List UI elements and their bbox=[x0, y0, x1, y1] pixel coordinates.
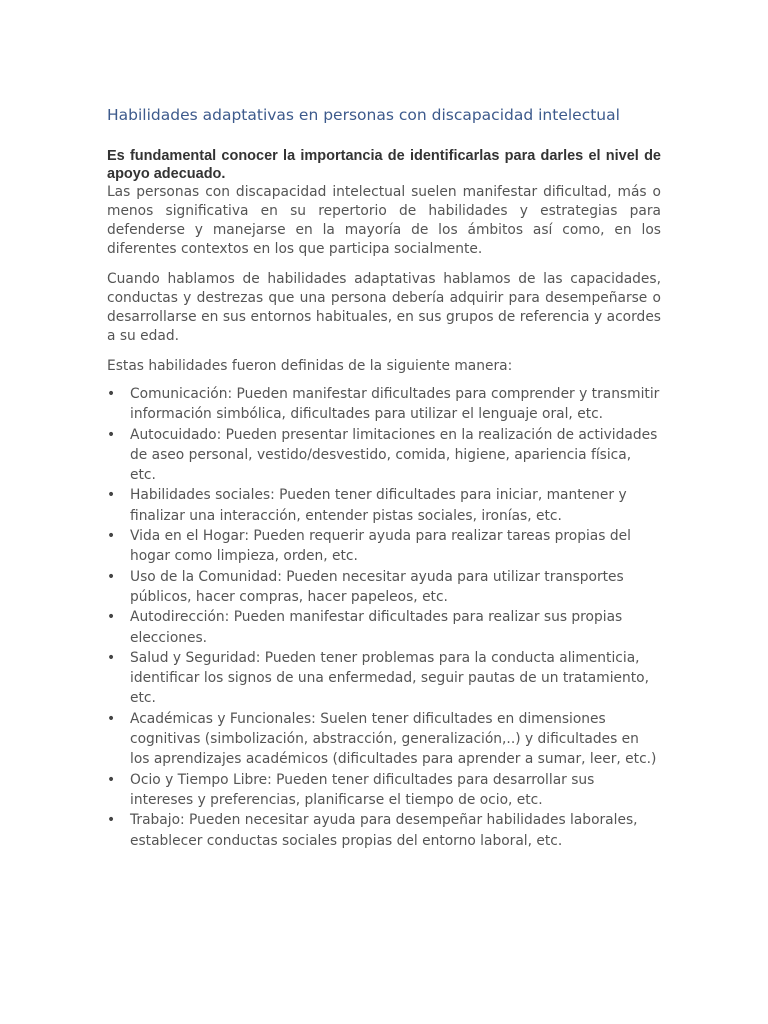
bullet-icon: • bbox=[107, 426, 116, 443]
list-item-text: Autocuidado: Pueden presentar limitaciones en la realización de actividades de aseo personal, vestido/desvestido, comida, higiene, apariencia física, etc. bbox=[130, 426, 658, 484]
list-item-text: Autodirección: Pueden manifestar dificultades para realizar sus propias elecciones. bbox=[130, 609, 623, 646]
bullet-icon: • bbox=[107, 487, 116, 504]
list-item-text: Académicas y Funcionales: Suelen tener dificultades en dimensiones cognitivas (simbolización, abstracción, generalización,..) y dificultades en los aprendizajes académicos (dificultades para aprender a sumar, leer, etc.) bbox=[130, 710, 657, 768]
bullet-icon: • bbox=[107, 528, 116, 545]
bullet-icon: • bbox=[107, 568, 116, 585]
list-item bbox=[107, 485, 661, 526]
list-item-text: Salud y Seguridad: Pueden tener problemas para la conducta alimenticia, identificar los signos de una enfermedad, seguir pautas de un tratamiento, etc. bbox=[130, 649, 649, 707]
list-item-text: Ocio y Tiempo Libre: Pueden tener dificultades para desarrollar sus intereses y preferencias, planificarse el tiempo de ocio, etc. bbox=[130, 771, 595, 808]
bullet-icon: • bbox=[107, 771, 116, 788]
document-page bbox=[107, 105, 661, 851]
list-item bbox=[107, 526, 661, 567]
list-item bbox=[107, 648, 661, 709]
body-paragraph-3: Estas habilidades fueron definidas de la siguiente manera: bbox=[107, 358, 513, 374]
list-item bbox=[107, 709, 661, 770]
bullet-icon: • bbox=[107, 710, 116, 727]
list-item bbox=[107, 770, 661, 811]
list-item bbox=[107, 810, 661, 851]
list-item-text: Vida en el Hogar: Pueden requerir ayuda para realizar tareas propias del hogar como limpieza, orden, etc. bbox=[130, 528, 631, 565]
list-item-text: Habilidades sociales: Pueden tener dificultades para iniciar, mantener y finalizar una interacción, entender pistas sociales, ironías, etc. bbox=[130, 487, 627, 524]
list-item-text: Comunicación: Pueden manifestar dificultades para comprender y transmitir información simbólica, dificultades para utilizar el lenguaje oral, etc. bbox=[130, 386, 660, 423]
list-item bbox=[107, 567, 661, 608]
body-paragraph-2: Cuando hablamos de habilidades adaptativas hablamos de las capacidades, conductas y destrezas que una persona debería adquirir para desempeñarse o desarrollarse en sus entornos habituales, en sus grupos de referencia y acordes a su edad. bbox=[107, 271, 661, 344]
list-item bbox=[107, 384, 661, 425]
list-item-text: Trabajo: Pueden necesitar ayuda para desempeñar habilidades laborales, establecer conductas sociales propias del entorno laboral, etc. bbox=[130, 812, 638, 849]
body-paragraph-1: Las personas con discapacidad intelectual suelen manifestar dificultad, más o menos significativa en su repertorio de habilidades y estrategias para defenderse y manejarse en la mayoría de los ámbitos así como, en los diferentes contextos en los que participa socialmente. bbox=[107, 184, 661, 257]
bullet-icon: • bbox=[107, 609, 116, 626]
skills-list bbox=[107, 384, 661, 851]
bullet-icon: • bbox=[107, 812, 116, 829]
list-item-text: Uso de la Comunidad: Pueden necesitar ayuda para utilizar transportes públicos, hacer compras, hacer papeleos, etc. bbox=[130, 568, 624, 605]
bullet-icon: • bbox=[107, 649, 116, 666]
bullet-icon: • bbox=[107, 386, 116, 402]
lead-paragraph: Es fundamental conocer la importancia de identificarlas para darles el nivel de apoyo adecuado. bbox=[107, 148, 661, 182]
list-item bbox=[107, 425, 661, 486]
document-title: Habilidades adaptativas en personas con discapacidad intelectual bbox=[107, 106, 620, 124]
list-item bbox=[107, 607, 661, 648]
